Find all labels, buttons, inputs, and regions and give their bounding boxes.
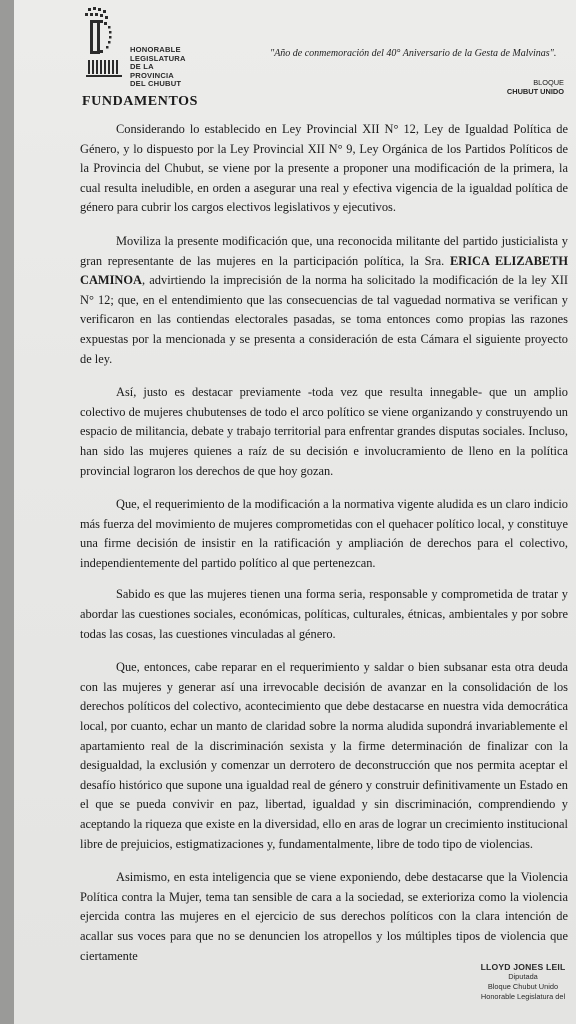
bloque-line-1: BLOQUE [533,78,564,87]
paragraph-3 [80,383,568,481]
logo-line-2: LEGISLATURA [130,53,186,63]
paragraph-text: Que, entonces, cabe reparar en el requerimiento y saldar o bien subsanar esta otra deuda con las mujeres y generar así una irrevocable decisión de avanzar en la consolidación de los derechos políticos del colectivo, acontecimiento que debe destacarse en nuestra vida democrática local, por cuanto, echar un manto de claridad sobre la norma aludida supondrá invariablemente el apartamiento real de la discriminación sexista y la firme determinación de finalizar con la desigualdad, la exclusión y comenzar un derrotero de deconstrucción que nos permita aceptar el desafío histórico que supone una igualdad real de género y construir definitivamente un Estado en el que se pueda convivir en paz, libertad, igualdad y sin discriminación, comprendiendo y aceptando la riqueza que existe en la diversidad, ello en aras de lograr un crecimiento institucional libre de prejuicios, estigmatizaciones y, fundamentalmente, libre de todo tipo de violencias. [80,660,568,851]
document-body [80,120,568,980]
bloque-line-2: CHUBUT UNIDO [506,87,564,96]
section-heading: FUNDAMENTOS [82,94,199,109]
signature-role: Diputada [508,972,538,981]
paragraph-text: , advirtiendo la imprecisión de la norma ha solicitado la modificación de la ley XII N° 12; que, en el entendimiento que las consecuencias de tal vaguedad normativa se verifican y verificaron en las contiendas electorales pasadas, se toma entonces como propias las razones expuestas por la mencionada y se presenta a consideración de esta Cámara el siguiente proyecto de ley. [80,273,568,366]
paragraph-text: Sabido es que las mujeres tienen una forma seria, responsable y comprometida de tratar y abordar las cuestiones sociales, económicas, políticas, culturales, étnicas, ambientales y por sobre todas las cosas, las cuestiones vinculadas al género. [80,587,568,641]
signature-bloque: Bloque Chubut Unido [487,982,559,991]
logo-line-1: HONORABLE [130,45,181,54]
logo-line-3: DE LA PROVINCIA [130,62,174,80]
header-motto: "Año de conmemoración del 40° Aniversario de la Gesta de Malvinas". [270,48,557,59]
signature-institution: Honorable Legislatura del [480,992,566,1001]
document-page [14,0,576,1024]
paragraph-7 [80,868,568,966]
paragraph-2 [80,232,568,369]
highlighted-name: ERICA ELIZABETH CAMINOA [80,253,568,288]
paragraph-text: Asimismo, en esta inteligencia que se viene exponiendo, debe destacarse que la Violencia Política contra la Mujer, tema tan sensible de cara a la sociedad, se exterioriza como la violencia ejercida contra las mujeres en el ejercicio de sus derechos políticos con la clara intención de acallar sus voces para que no se denuncien los atropellos y los múltiples tipos de violencia que ciertamente [80,870,568,963]
paragraph-text: Moviliza la presente modificación que, una reconocida militante del partido justicialista y gran representante de las mujeres en la participación política, la Sra. [80,233,568,268]
paragraph-text: Que, el requerimiento de la modificación a la normativa vigente aludida es un claro indicio más fuerza del movimiento de mujeres comprometidas con el quehacer político local, y constituye una firme decisión de insistir en la ratificación y ampliación de derechos para el colectivo, independientemente del partido político al que pertenezcan. [80,497,568,570]
paragraph-text: Así, justo es destacar previamente -toda vez que resulta innegable- que un amplio colectivo de mujeres chubutenses de todo el arco político se viene organizando y construyendo un espacio de militancia, debate y trabajo territorial para enfrentar grandes disputas sociales. Incluso, han sido las mujeres quienes a raíz de su decisión e involucramiento de lleno en la política provincial lograron los derechos de que hoy gozan. [80,385,568,478]
paragraph-1 [80,120,568,218]
legislatura-emblem-icon [82,6,128,86]
paragraph-6 [80,658,568,854]
bloque-label [507,78,564,96]
signature-stamp [468,962,576,1002]
paragraph-5 [80,585,568,644]
logo-line-4: DEL CHUBUT [130,79,182,89]
paragraph-4 [80,495,568,573]
paragraph-text: Considerando lo establecido en Ley Provincial XII N° 12, Ley de Igualdad Política de Género, y lo dispuesto por la Ley Provincial XII N° 9, Ley Orgánica de los Partidos Políticos de la Provincia del Chubut, se viene por la presente a proponer una modificación de la primera, la cual resulta ineludible, en orden a asegurar una real y efectiva vigencia de la igualdad política de género para cubrir los cargos electivos legislativos y ejecutivos. [80,122,568,215]
signature-name: LLOYD JONES LEIL [480,962,566,972]
legislatura-name [130,46,192,89]
legislatura-logo [82,6,192,88]
